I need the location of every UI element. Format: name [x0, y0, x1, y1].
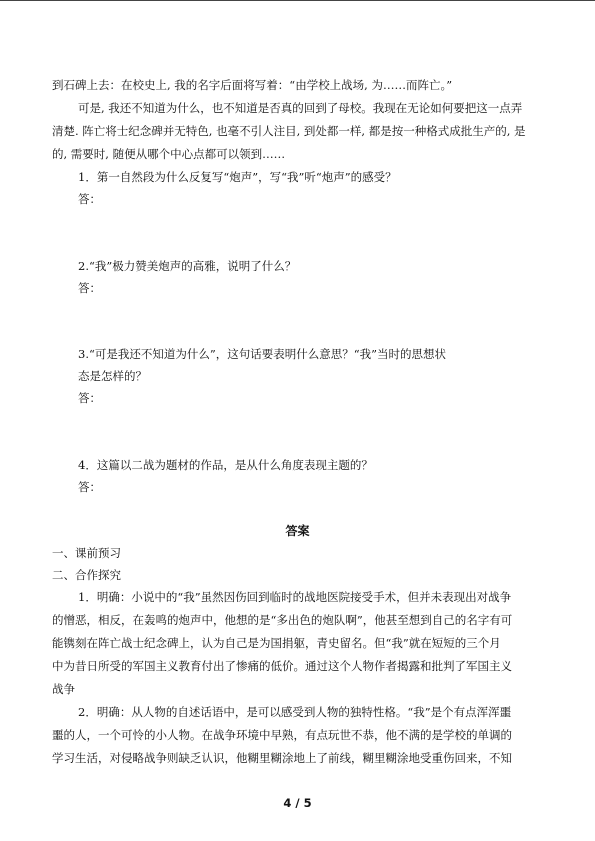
passage-line: 到石碑上去：在校史上, 我的名字后面将写着：“由学校上战场, 为……而阵亡。”: [52, 78, 453, 92]
question-4: 4．这篇以二战为题材的作品，是从什么角度表现主题的？: [78, 458, 373, 472]
section-title: 二、合作探究: [52, 568, 121, 582]
answer-text-line: 能镌刻在阵亡战士纪念碑上，认为自己是为国捐躯，青史留名。但“我”就在短短的三个月: [52, 636, 501, 650]
answer-text-line: 学习生活，对侵略战争则缺乏认识，他糊里糊涂地上了前线，糊里糊涂地受重伤回来，不知: [52, 751, 512, 765]
answer-text-line: 的憎恶，相反，在轰鸣的炮声中，他想的是“多出色的炮队啊”，他甚至想到自己的名字有可: [52, 613, 513, 627]
question-3-cont: 态是怎样的？: [78, 369, 147, 383]
answer-label-3: 答：: [78, 391, 101, 405]
question-2: 2.“我”极力赞美炮声的高雅，说明了什么？: [78, 259, 297, 273]
answer-text-line: 战争: [52, 682, 75, 696]
question-1: 1．第一自然段为什么反复写“炮声”，写“我”听“炮声”的感受？: [78, 170, 397, 184]
answers-heading: 答案: [285, 524, 310, 538]
passage-line: 清楚. 阵亡将士纪念碑并无特色, 也毫不引人注目, 到处都一样, 都是按一种格式成批生产的, 是: [52, 124, 526, 138]
answer-label-1: 答：: [78, 192, 101, 206]
question-3: 3.“可是我还不知道为什么”，这句话要表明什么意思？“我”当时的思想状: [78, 347, 446, 361]
answer-label-4: 答：: [78, 480, 101, 494]
passage-line: 可是, 我还不知道为什么，也不知道是否真的回到了母校。我现在无论如何要把这一点弄: [78, 101, 523, 115]
answer-text-line: 2．明确：从人物的自述话语中，是可以感受到人物的独特性格。“我”是个有点浑浑噩: [78, 705, 512, 719]
header-rule: [0, 0, 595, 1]
answer-text-line: 噩的人，一个可怜的小人物。在战争环境中早熟，有点玩世不恭，他不满的是学校的单调的: [52, 728, 512, 742]
answer-text-line: 中为昔日所受的军国主义教育付出了惨痛的低价。通过这个人物作者揭露和批判了军国主义: [52, 659, 512, 673]
page-number: 4 / 5: [283, 796, 312, 810]
answer-label-2: 答：: [78, 281, 101, 295]
answer-text-line: 1．明确：小说中的“我”虽然因伤回到临时的战地医院接受手术，但并未表现出对战争: [78, 590, 512, 604]
passage-line: 的, 需要时, 随便从哪个中心点都可以领到……: [52, 147, 286, 161]
section-title: 一、课前预习: [52, 546, 121, 560]
